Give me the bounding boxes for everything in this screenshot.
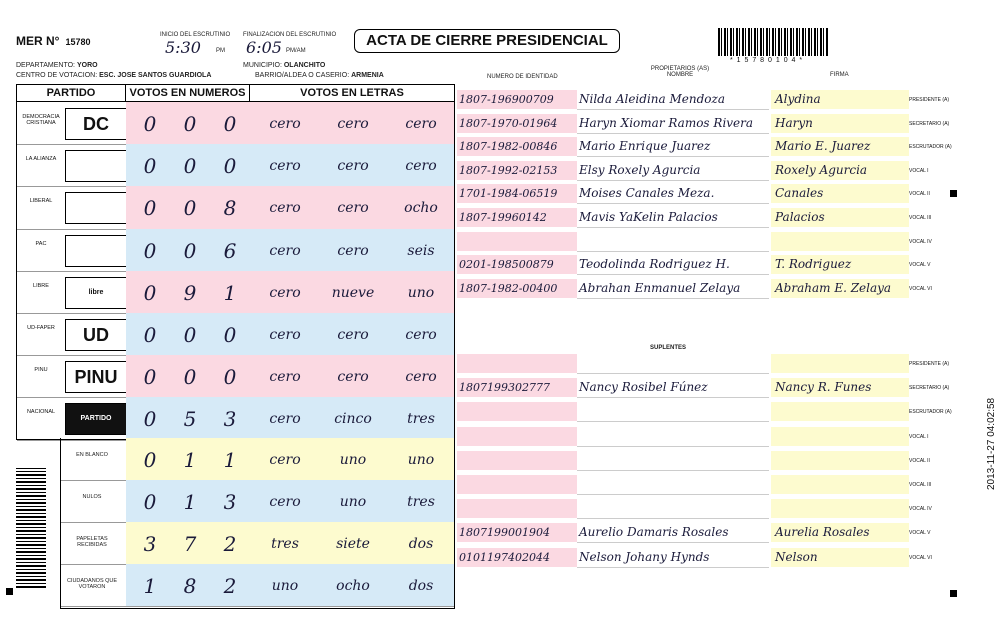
totals-table <box>60 438 455 609</box>
mer-value: 15780 <box>65 37 91 47</box>
member-id <box>457 402 577 421</box>
vote-digit: 0 <box>223 323 237 347</box>
vote-word: cero <box>269 411 301 428</box>
total-digit: 1 <box>183 490 197 514</box>
member-id: 1807-19960142 <box>457 208 577 227</box>
member-role: PRESIDENTE (A) <box>909 97 950 103</box>
total-digit: 8 <box>183 574 197 598</box>
member-role: VOCAL VI <box>909 285 932 292</box>
total-word: dos <box>408 536 434 552</box>
party-name: PAC <box>35 240 47 247</box>
member-name: Moises Canales Meza. <box>577 184 769 204</box>
member-id: 1807-196900709 <box>457 90 577 109</box>
vote-digit: 0 <box>143 280 157 305</box>
member-row <box>457 161 957 180</box>
member-id <box>457 232 577 251</box>
party-row <box>17 355 454 398</box>
vote-word: cero <box>269 242 301 259</box>
inicio-unit: PM <box>216 48 225 54</box>
member-role: VOCAL IV <box>909 238 932 245</box>
vote-word: cero <box>269 327 301 343</box>
vote-digit: 0 <box>183 323 197 347</box>
member-name <box>577 402 769 422</box>
member-signature <box>771 475 909 494</box>
member-id: 0201-198500879 <box>457 255 577 274</box>
member-signature <box>771 499 909 518</box>
party-logo-icon <box>65 150 127 182</box>
member-name <box>577 232 769 252</box>
member-row <box>457 523 957 542</box>
party-logo-icon: libre <box>65 277 127 309</box>
municipio: MUNICIPIO: OLANCHITO <box>243 62 326 69</box>
member-name: Mario Enrique Juarez <box>577 137 769 157</box>
col-letras: VOTOS EN LETRAS <box>250 85 454 102</box>
vote-digit: 0 <box>143 323 157 347</box>
vote-digit: 0 <box>223 112 237 136</box>
total-word: siete <box>336 536 370 552</box>
total-word: ocho <box>336 578 370 594</box>
member-signature: Mario E. Juarez <box>771 137 909 156</box>
vote-word: uno <box>407 284 435 301</box>
totals-row <box>61 438 454 481</box>
col-sign: FIRMA <box>830 72 849 78</box>
member-row <box>457 208 957 227</box>
totals-name: EN BLANCO <box>76 452 108 458</box>
vote-word: nueve <box>331 284 375 301</box>
total-digit: 1 <box>223 448 237 472</box>
total-digit: 0 <box>143 490 157 514</box>
member-signature: Haryn <box>771 114 909 133</box>
centro-votacion: CENTRO DE VOTACION: ESC. JOSE SANTOS GUARDIOLA <box>16 72 212 79</box>
member-signature: Canales <box>771 184 909 203</box>
member-row <box>457 427 957 446</box>
finalizacion-label: FINALIZACION DEL ESCRUTINIO <box>243 32 337 38</box>
party-logo-icon: UD <box>65 319 127 351</box>
party-name: NACIONAL <box>26 409 56 416</box>
member-role: VOCAL V <box>909 530 931 537</box>
vote-digit: 0 <box>183 365 197 390</box>
member-role: VOCAL I <box>909 167 929 174</box>
vote-digit: 1 <box>223 280 237 305</box>
col-id: NUMERO DE IDENTIDAD <box>487 74 558 80</box>
member-signature <box>771 232 909 251</box>
vote-word: cero <box>269 284 301 301</box>
corner-marker <box>950 590 957 597</box>
mer-label: MER N° <box>16 34 60 48</box>
member-row <box>457 184 957 203</box>
party-name: UD-FAPER <box>27 325 55 331</box>
member-id <box>457 451 577 470</box>
member-role: ESCRUTADOR (A) <box>909 409 952 416</box>
col-partido: PARTIDO <box>17 85 126 102</box>
member-row <box>457 255 957 274</box>
vote-word: cinco <box>334 411 372 428</box>
member-id: 1807-1982-00400 <box>457 279 577 298</box>
member-row <box>457 451 957 470</box>
member-id: 1807-1982-00846 <box>457 137 577 156</box>
member-signature: Roxely Agurcia <box>771 161 909 180</box>
member-role: VOCAL II <box>909 191 930 198</box>
member-row <box>457 232 957 251</box>
total-word: tres <box>407 494 435 510</box>
total-digit: 0 <box>143 448 157 472</box>
vote-digit: 6 <box>223 238 237 263</box>
totals-name: CIUDADANOS QUE VOTARON <box>66 578 118 590</box>
vote-digit: 0 <box>143 154 157 179</box>
member-signature: Palacios <box>771 208 909 227</box>
totals-row <box>61 480 454 523</box>
total-digit: 1 <box>183 448 197 472</box>
total-digit: 7 <box>183 532 197 556</box>
barcode <box>718 28 828 56</box>
member-row <box>457 402 957 421</box>
member-row <box>457 279 957 298</box>
member-signature: Aurelia Rosales <box>771 523 909 542</box>
party-logo-icon <box>65 235 127 267</box>
corner-marker <box>950 190 957 197</box>
member-signature: T. Rodriguez <box>771 255 909 274</box>
member-row <box>457 499 957 518</box>
party-logo-icon <box>65 192 127 224</box>
vote-digit: 0 <box>183 112 197 136</box>
member-role: ESCRUTADOR (A) <box>909 144 952 151</box>
party-name: DEMOCRACIA CRISTIANA <box>22 114 60 126</box>
totals-name: PAPELETAS RECIBIDAS <box>76 536 108 548</box>
member-name: Elsy Roxely Agurcia <box>577 161 769 181</box>
totals-row <box>61 522 454 565</box>
party-name: LA ALIANZA <box>25 156 57 163</box>
member-name: Nancy Rosibel Fúnez <box>577 378 769 398</box>
party-row <box>17 229 454 272</box>
vote-word: cero <box>269 200 301 217</box>
member-name: Teodolinda Rodriguez H. <box>577 255 769 275</box>
party-table <box>16 84 455 453</box>
member-name: Abrahan Enmanuel Zelaya <box>577 279 769 299</box>
vote-word: cero <box>337 116 369 132</box>
total-word: uno <box>271 578 299 594</box>
vote-digit: 0 <box>223 365 237 390</box>
vote-word: cero <box>337 200 369 217</box>
member-row <box>457 475 957 494</box>
finalizacion-value: 6:05 <box>246 38 282 57</box>
total-word: uno <box>339 452 367 468</box>
total-digit: 1 <box>143 574 157 598</box>
party-row <box>17 397 454 453</box>
member-id <box>457 499 577 518</box>
page-title: ACTA DE CIERRE PRESIDENCIAL <box>354 29 620 53</box>
party-name: LIBERAL <box>29 198 53 205</box>
vote-word: cero <box>337 158 369 175</box>
member-row <box>457 378 957 397</box>
total-word: uno <box>407 452 435 468</box>
member-id: 0101197402044 <box>457 548 577 567</box>
member-signature <box>771 354 909 373</box>
member-signature: Nelson <box>771 548 909 567</box>
vote-word: cero <box>269 369 301 386</box>
totals-row <box>61 564 454 607</box>
member-name <box>577 499 769 519</box>
totals-name: NULOS <box>82 494 102 500</box>
vote-digit: 0 <box>143 196 157 221</box>
member-signature: Nancy R. Funes <box>771 378 909 397</box>
vote-digit: 5 <box>183 407 197 432</box>
barrio: BARRIO/ALDEA O CASERIO: ARMENIA <box>255 72 384 79</box>
vote-word: cero <box>337 327 369 343</box>
total-word: cero <box>269 452 301 468</box>
vote-digit: 0 <box>143 238 157 263</box>
party-name: LIBRE <box>33 282 49 289</box>
vote-digit: 0 <box>223 154 237 179</box>
member-signature <box>771 427 909 446</box>
member-name <box>577 427 769 447</box>
member-signature: Alydina <box>771 90 909 109</box>
member-signature <box>771 402 909 421</box>
total-word: cero <box>269 494 301 510</box>
member-name: Mavis YaKelin Palacios <box>577 208 769 228</box>
member-role: VOCAL III <box>909 215 932 221</box>
vote-word: ocho <box>404 200 438 217</box>
vote-digit: 0 <box>183 154 197 179</box>
member-id: 1807-1992-02153 <box>457 161 577 180</box>
party-logo-icon: DC <box>65 108 127 140</box>
member-id <box>457 427 577 446</box>
party-row <box>17 186 454 229</box>
side-barcode <box>16 468 46 588</box>
member-name: Nilda Aleidina Mendoza <box>577 90 769 110</box>
vote-word: cero <box>269 116 301 132</box>
vote-word: cero <box>405 158 437 175</box>
member-name: Nelson Johany Hynds <box>577 548 769 568</box>
vote-word: cero <box>405 327 437 343</box>
departamento: DEPARTAMENTO: YORO <box>16 62 98 69</box>
vote-word: cero <box>405 369 437 386</box>
member-role: VOCAL V <box>909 262 931 269</box>
party-row <box>17 144 454 187</box>
member-role: PRESIDENTE (A) <box>909 361 950 367</box>
col-name: PROPIETARIOS (AS) NOMBRE <box>650 66 710 78</box>
member-id <box>457 354 577 373</box>
member-role: SECRETARIO (A) <box>909 385 950 392</box>
col-numeros: VOTOS EN NUMEROS <box>126 85 250 102</box>
inicio-label: INICIO DEL ESCRUTINIO <box>160 32 231 38</box>
member-id: 1701-1984-06519 <box>457 184 577 203</box>
member-row <box>457 354 957 373</box>
member-name <box>577 354 769 374</box>
vote-word: cero <box>337 369 369 386</box>
vote-digit: 0 <box>143 112 157 136</box>
total-word: tres <box>271 536 299 552</box>
member-role: VOCAL II <box>909 457 930 464</box>
member-id: 1807199001904 <box>457 523 577 542</box>
party-row <box>17 102 454 145</box>
vote-word: cero <box>405 116 437 132</box>
member-name: Aurelio Damaris Rosales <box>577 523 769 543</box>
member-role: VOCAL I <box>909 433 929 440</box>
member-row <box>457 137 957 156</box>
finalizacion-unit: PM/AM <box>286 48 306 54</box>
barcode-number: * 1 5 7 8 0 1 0 4 * <box>730 57 804 64</box>
member-id <box>457 475 577 494</box>
vote-word: cero <box>269 158 301 175</box>
total-digit: 3 <box>143 532 157 556</box>
member-row <box>457 114 957 133</box>
total-word: uno <box>339 494 367 510</box>
member-role: VOCAL IV <box>909 506 932 513</box>
vote-digit: 0 <box>183 196 197 221</box>
inicio-value: 5:30 <box>165 38 201 57</box>
vote-digit: 9 <box>183 280 197 305</box>
vote-word: seis <box>407 242 435 259</box>
vote-word: cero <box>337 242 369 259</box>
member-id: 1807-1970-01964 <box>457 114 577 133</box>
vote-digit: 0 <box>143 407 157 432</box>
total-word: dos <box>408 578 434 594</box>
party-logo-icon: PARTIDO NACIONAL <box>65 403 127 435</box>
vote-digit: 0 <box>143 365 157 390</box>
corner-marker <box>6 588 13 595</box>
member-name: Haryn Xiomar Ramos Rivera <box>577 114 769 134</box>
party-name: PINU <box>34 367 48 374</box>
party-row <box>17 313 454 356</box>
member-signature <box>771 451 909 470</box>
mer-number <box>16 34 91 48</box>
suplentes-title: SUPLENTES <box>650 345 687 351</box>
total-digit: 2 <box>223 574 237 598</box>
total-digit: 3 <box>223 490 237 514</box>
vote-digit: 0 <box>183 238 197 263</box>
member-row <box>457 548 957 567</box>
vote-digit: 3 <box>223 407 237 432</box>
vote-word: tres <box>407 411 435 428</box>
member-name <box>577 451 769 471</box>
member-row <box>457 90 957 109</box>
party-logo-icon: PINU <box>65 361 127 393</box>
member-id: 1807199302777 <box>457 378 577 397</box>
member-role: SECRETARIO (A) <box>909 120 950 127</box>
vote-digit: 8 <box>223 196 237 221</box>
member-role: VOCAL III <box>909 482 932 488</box>
total-digit: 2 <box>223 532 237 556</box>
member-signature: Abraham E. Zelaya <box>771 279 909 298</box>
member-role: VOCAL VI <box>909 554 932 561</box>
party-row <box>17 271 454 314</box>
member-name <box>577 475 769 495</box>
